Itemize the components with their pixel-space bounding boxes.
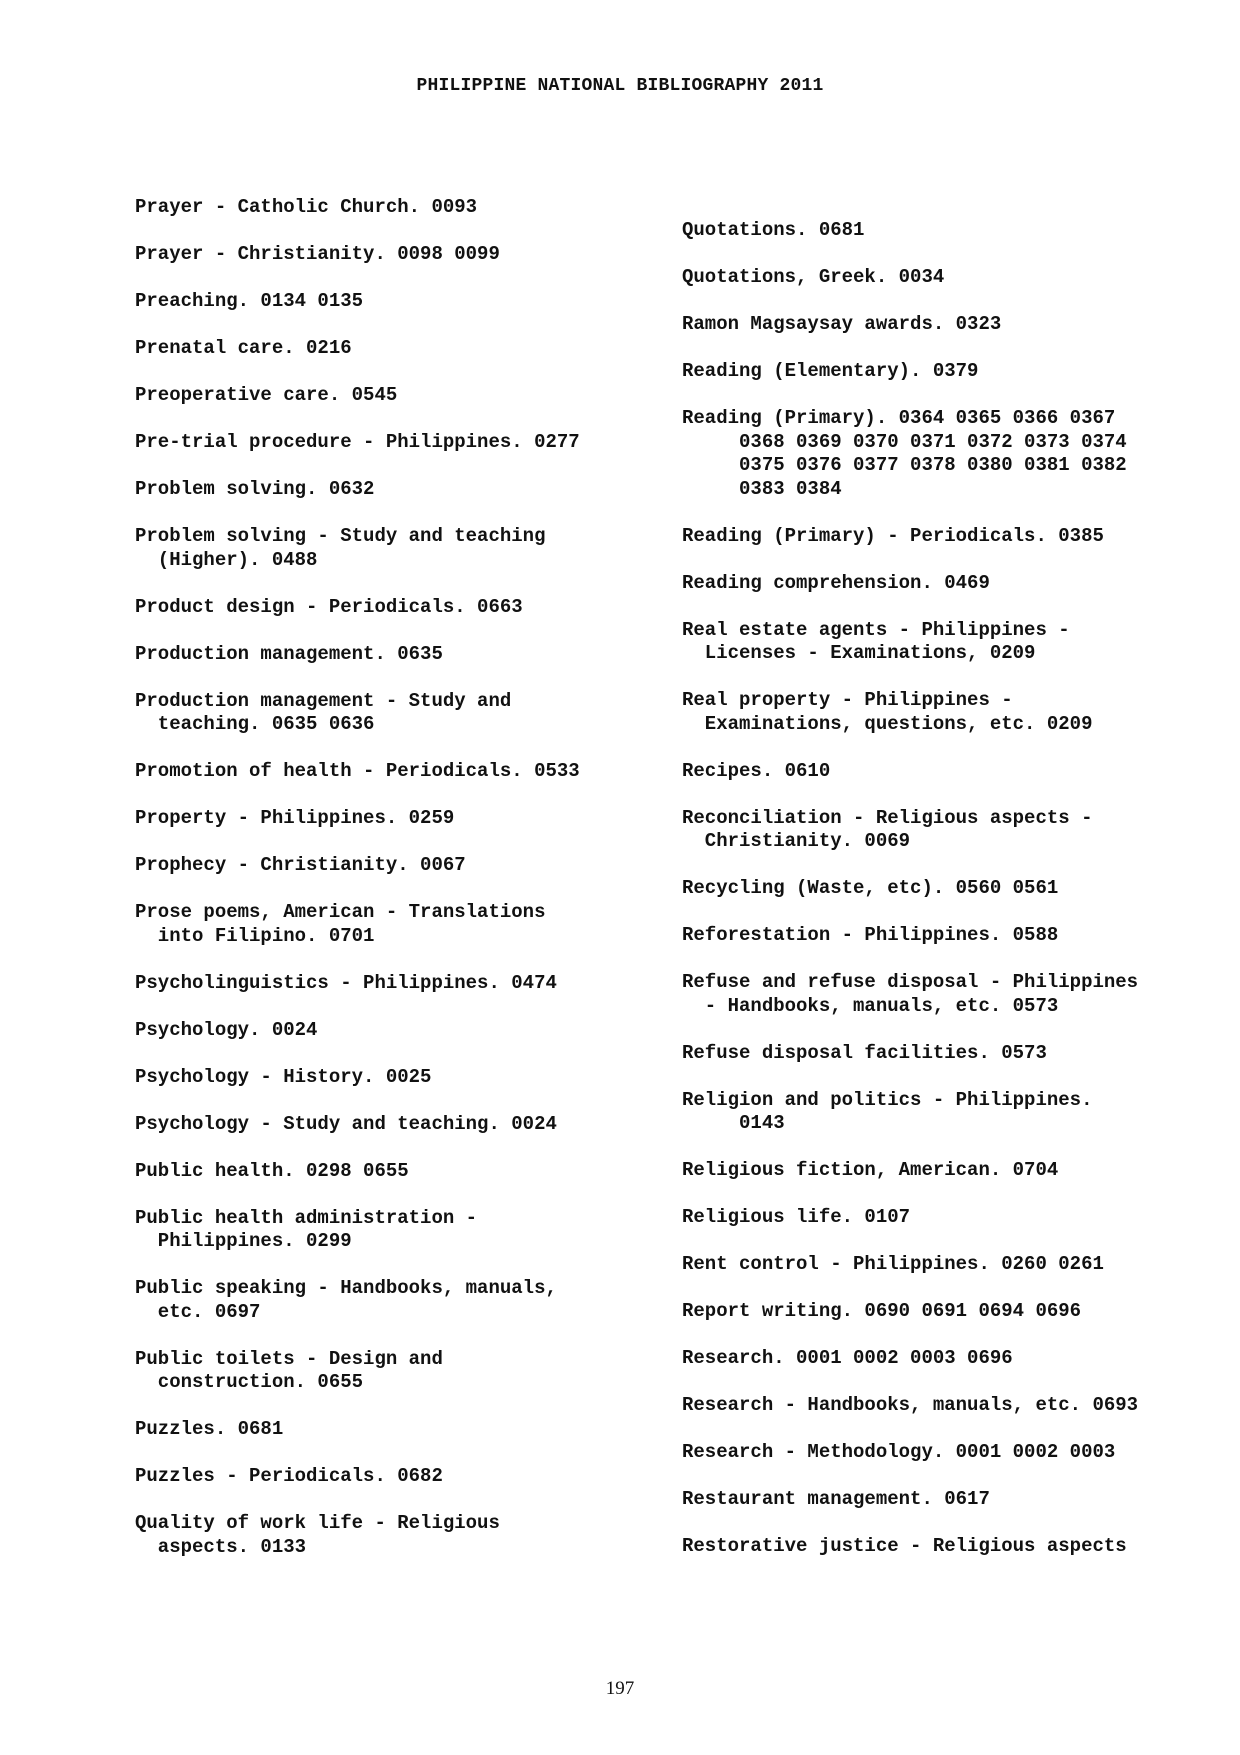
index-entry: Pre-trial procedure - Philippines. 0277 [135, 431, 580, 453]
index-entry: Psychology. 0024 [135, 1018, 318, 1041]
index-entry: Prophecy - Christianity. 0067 [135, 854, 466, 876]
index-entry: Research - Methodology. 0001 0002 0003 [682, 1441, 1116, 1463]
index-entry: Restaurant management. 0617 [682, 1488, 990, 1510]
index-entry: Prayer - Catholic Church. 0093 [135, 196, 478, 218]
index-entry: Puzzles. 0681 [135, 1418, 284, 1440]
index-entry: Quality of work life - Religious aspects. 0133 [135, 1512, 500, 1558]
index-entry: Preaching. 0134 0135 [135, 290, 364, 312]
page-header-title: PHILIPPINE NATIONAL BIBLIOGRAPHY 2011 [416, 76, 824, 96]
index-entry: Preoperative care. 0545 [135, 384, 398, 406]
index-entry: Problem solving. 0632 [135, 478, 375, 500]
index-entry: Public health. 0298 0655 [135, 1159, 409, 1182]
index-entry: Ramon Magsaysay awards. 0323 [682, 313, 1002, 335]
index-entry: Reading comprehension. 0469 [682, 571, 990, 594]
index-column-right [682, 219, 1202, 1582]
index-entry: Quotations, Greek. 0034 [682, 266, 945, 288]
index-entry: Psycholinguistics - Philippines. 0474 [135, 971, 557, 994]
index-entry: Refuse disposal facilities. 0573 [682, 1041, 1047, 1064]
index-entry: Property - Philippines. 0259 [135, 807, 455, 829]
index-entry: Psychology - History. 0025 [135, 1065, 432, 1088]
index-entry: Promotion of health - Periodicals. 0533 [135, 760, 580, 782]
index-entry: Production management - Study and teaching. 0635 0636 [135, 689, 512, 735]
index-entry: Reconciliation - Religious aspects - Christianity. 0069 [682, 806, 1093, 852]
index-entry: Puzzles - Periodicals. 0682 [135, 1465, 443, 1487]
index-entry: Prayer - Christianity. 0098 0099 [135, 243, 500, 265]
index-entry: Report writing. 0690 0691 0694 0696 [682, 1300, 1082, 1322]
page-number: 197 [605, 1678, 635, 1699]
index-entry: Quotations. 0681 [682, 219, 865, 241]
index-column-left [135, 196, 655, 1583]
index-entry: Recycling (Waste, etc). 0560 0561 [682, 877, 1059, 899]
index-entry: Product design - Periodicals. 0663 [135, 595, 523, 618]
index-entry: Religion and politics - Philippines. 0143 [682, 1088, 1093, 1134]
index-entry: Reading (Primary) - Periodicals. 0385 [682, 524, 1104, 547]
index-entry: Religious life. 0107 [682, 1206, 911, 1228]
index-entry: Public health administration - Philippines. 0299 [135, 1206, 478, 1252]
index-entry: Problem solving - Study and teaching (Higher). 0488 [135, 525, 546, 571]
index-entry: Research - Handbooks, manuals, etc. 0693 [682, 1394, 1139, 1416]
index-entry: Religious fiction, American. 0704 [682, 1159, 1059, 1181]
index-entry: Recipes. 0610 [682, 759, 831, 782]
index-entry: Refuse and refuse disposal - Philippines - Handbooks, manuals, etc. 0573 [682, 971, 1139, 1017]
index-entry: Reading (Elementary). 0379 [682, 360, 979, 382]
index-entry: Reading (Primary). 0364 0365 0366 0367 0368 0369 0370 0371 0372 0373 0374 0375 0376 0377 0378 0380 0381 0382 0383 0384 [682, 407, 1127, 500]
index-entry: Production management. 0635 [135, 642, 443, 665]
index-entry: Rent control - Philippines. 0260 0261 [682, 1253, 1104, 1275]
index-entry: Public toilets - Design and construction. 0655 [135, 1347, 443, 1393]
index-entry: Real property - Philippines - Examinations, questions, etc. 0209 [682, 689, 1093, 735]
index-entry: Reforestation - Philippines. 0588 [682, 924, 1059, 946]
index-entry: Research. 0001 0002 0003 0696 [682, 1347, 1013, 1369]
index-entry: Prenatal care. 0216 [135, 337, 352, 359]
index-entry: Psychology - Study and teaching. 0024 [135, 1112, 557, 1135]
index-entry: Restorative justice - Religious aspects [682, 1535, 1127, 1557]
index-entry: Real estate agents - Philippines - Licenses - Examinations, 0209 [682, 618, 1070, 664]
index-entry: Prose poems, American - Translations into Filipino. 0701 [135, 901, 546, 947]
index-entry: Public speaking - Handbooks, manuals, etc. 0697 [135, 1277, 557, 1323]
